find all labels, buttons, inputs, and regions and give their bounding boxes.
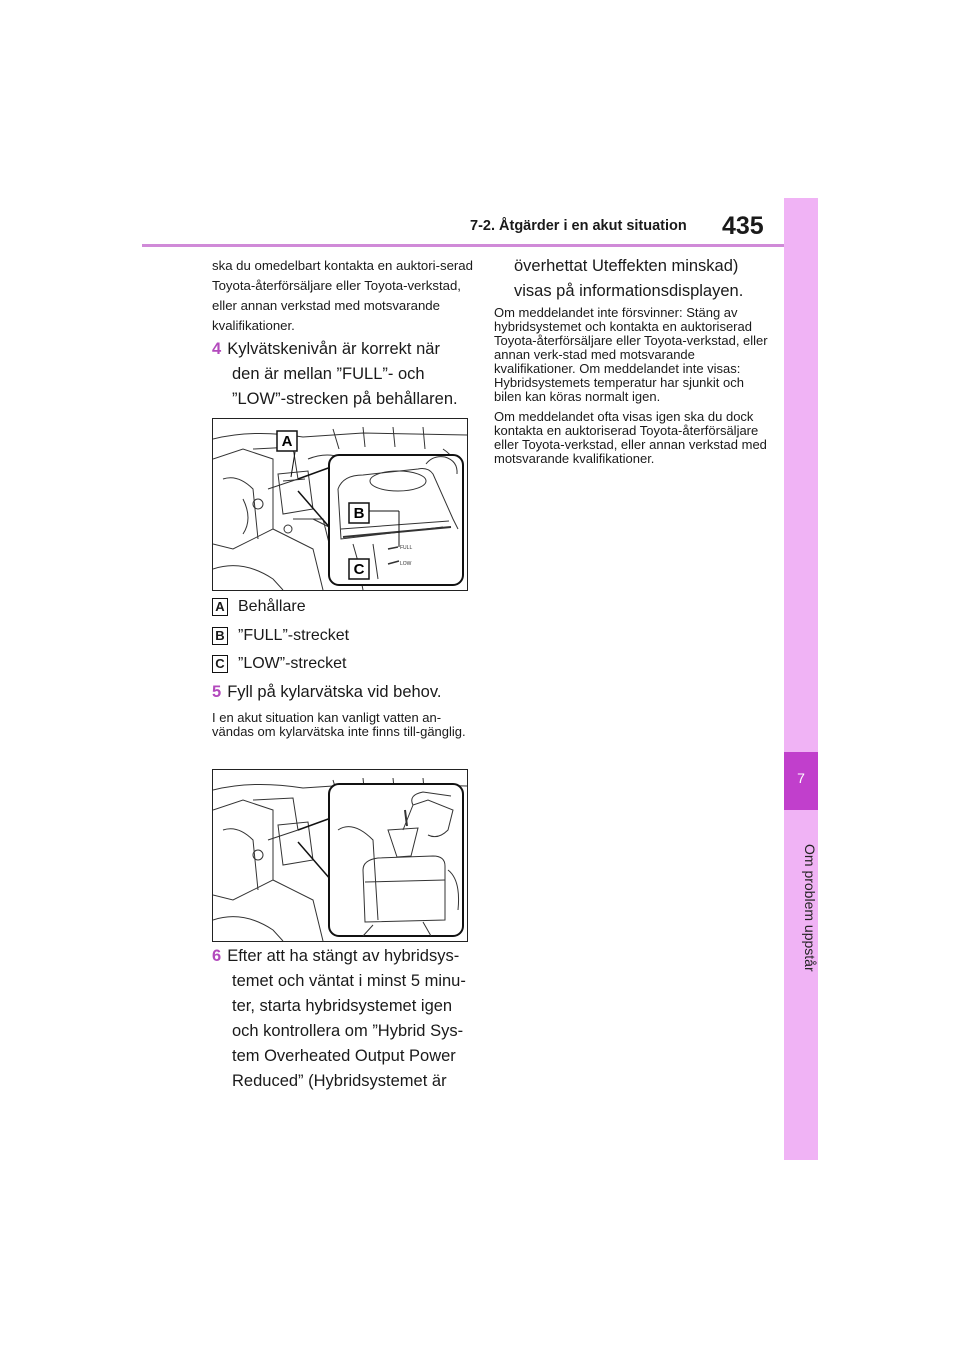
step-6-line-2: temet och väntat i minst 5 minu-	[232, 972, 466, 990]
step-4-line-2: den är mellan ”FULL”- och	[232, 365, 425, 383]
step-4-line-1: Kylvätskenivån är korrekt när	[227, 340, 440, 358]
step-6-line-1: Efter att ha stängt av hybridsys-	[227, 947, 460, 965]
step-6-line-5: tem Overheated Output Power	[232, 1047, 456, 1065]
figure-coolant-reservoir	[212, 418, 468, 591]
page-number: 435	[722, 212, 764, 240]
message-notes	[494, 306, 774, 472]
header-rule	[142, 244, 790, 247]
legend-item-b	[212, 627, 349, 645]
step-5-note: I en akut situation kan vanligt vatten an-vändas om kylarvätska inte finns till-gänglig.	[212, 710, 466, 739]
callout-b: B	[353, 505, 365, 522]
step-6-continued	[494, 254, 774, 304]
callout-c: C	[353, 561, 365, 578]
section-title: 7-2. Åtgärder i en akut situation	[470, 218, 687, 234]
note-paragraph-1: Om meddelandet inte försvinner: Stäng av hybridsystemet och kontakta en auktoriserad Toyota-återförsäljare eller Toyota-verkstad, eller annan verk-stad med motsvarande kvalifikationer. Om meddelandet inte visas: Hybridsystemets temperatur har sjunkit och bilen kan köras normalt igen.	[494, 305, 768, 404]
legend-text-c: ”LOW”-strecket	[238, 655, 347, 672]
step-6-line-4: och kontrollera om ”Hybrid Sys-	[232, 1022, 464, 1040]
legend-item-a	[212, 598, 306, 616]
step-6-cont-line-2: visas på informationsdisplayen.	[514, 282, 744, 300]
low-mark-text: LOW	[400, 561, 412, 567]
legend-text-a: Behållare	[238, 598, 306, 615]
full-mark-text: FULL	[400, 545, 413, 551]
legend-text-b: ”FULL”-strecket	[238, 627, 350, 644]
legend-key-b: B	[212, 627, 228, 645]
callout-a: A	[281, 433, 293, 450]
refill-illustration	[213, 770, 467, 941]
intro-paragraph: ska du omedelbart kontakta en auktori-serad Toyota-återförsäljare eller Toyota-verkstad, eller annan verkstad med motsvarande kvalifikationer.	[212, 258, 473, 333]
figure-refill-coolant	[212, 769, 468, 942]
chapter-number: 7	[797, 770, 805, 786]
step-6-line-6: Reduced” (Hybridsystemet är	[232, 1072, 447, 1090]
step-5-text: Fyll på kylarvätska vid behov.	[227, 683, 442, 701]
step-6-line-3: ter, starta hybridsystemet igen	[232, 997, 453, 1015]
note-paragraph-2: Om meddelandet ofta visas igen ska du dock kontakta en auktoriserad Toyota-återförsäljare eller Toyota-verkstad, eller annan verkstad med motsvarande kvalifikationer.	[494, 409, 767, 466]
step-4-line-3: ”LOW”-strecken på behållaren.	[232, 390, 458, 408]
legend-key-c: C	[212, 655, 228, 673]
legend-item-c	[212, 655, 346, 673]
legend-key-a: A	[212, 598, 228, 616]
chapter-side-tab	[784, 198, 818, 1160]
step-6	[212, 944, 474, 1094]
step-number: 4	[212, 340, 222, 358]
engine-bay-illustration	[213, 419, 467, 590]
step-6-cont-line-1: överhettat Uteffekten minskad)	[514, 257, 739, 275]
step-4	[212, 337, 472, 412]
step-number: 6	[212, 947, 222, 965]
step-number: 5	[212, 683, 222, 701]
chapter-label: Om problem uppstår	[802, 844, 818, 972]
step-5	[212, 680, 472, 705]
